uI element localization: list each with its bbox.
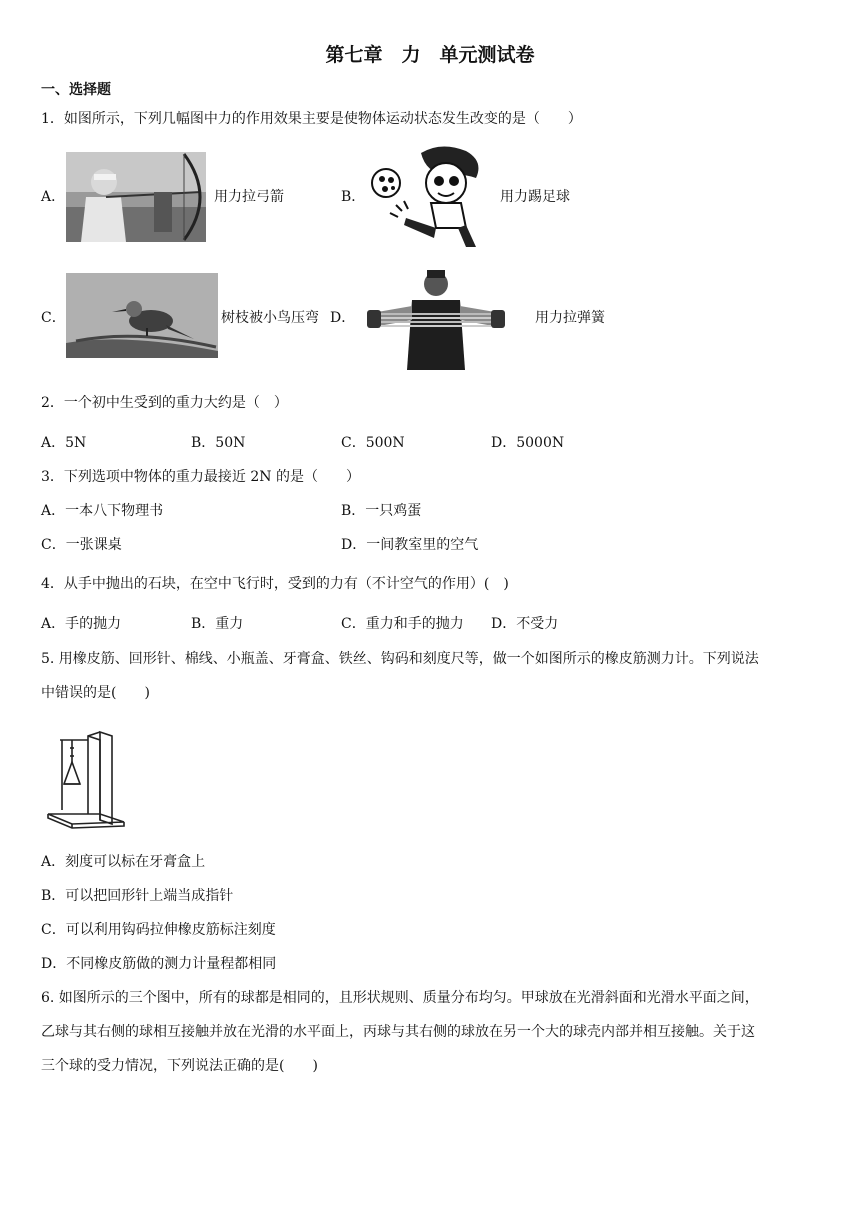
q1-option-a-letter: A． [41,189,66,205]
q1-option-d-letter: D． [330,310,356,326]
q2-option-d: D．5000N [491,435,565,451]
q1-option-b-text: 用力踢足球 [500,189,570,205]
question-3-stem: 3．下列选项中物体的重力最接近 2N 的是（ ） [41,469,360,485]
section-heading: 一、选择题 [41,82,111,98]
question-6-stem-line-1: 6. 如图所示的三个图中，所有的球都是相同的，且形状规则、质量分布均匀。甲球放在光滑斜面和光滑水平面之间， [41,990,759,1006]
q5-option-a: A．刻度可以标在牙膏盒上 [41,854,206,870]
q4-option-b: B．重力 [191,616,244,632]
q2-option-b: B．50N [191,435,246,451]
man-stretching-spring-photo [357,266,515,370]
bird-on-branch-photo [66,273,218,358]
q5-option-d: D．不同橡皮筋做的测力计量程都相同 [41,956,277,972]
page-title: 第七章 力 单元测试卷 [325,44,535,66]
archer-photo [66,152,206,242]
question-5-stem-line-1: 5. 用橡皮筋、回形针、棉线、小瓶盖、牙膏盒、铁丝、钩码和刻度尺等，做一个如图所示的橡皮筋测力计。下列说法 [41,651,759,667]
mascot-kicking-ball-image [366,143,494,249]
q3-option-b: B．一只鸡蛋 [341,503,422,519]
q1-option-d-text: 用力拉弹簧 [535,310,605,326]
rubber-band-force-meter-diagram [44,728,130,832]
q4-option-a: A．手的抛力 [41,616,122,632]
q3-option-c: C．一张课桌 [41,537,122,553]
question-6-stem-line-2: 乙球与其右侧的球相互接触并放在光滑的水平面上，丙球与其右侧的球放在另一个大的球壳内部并相互接触。关于这 [41,1024,755,1040]
q5-option-c: C．可以利用钩码拉伸橡皮筋标注刻度 [41,922,276,938]
question-6-stem-line-3: 三个球的受力情况，下列说法正确的是( ) [41,1058,318,1074]
question-5-stem-line-2: 中错误的是( ) [41,685,150,701]
q3-option-d: D．一间教室里的空气 [341,537,479,553]
q1-option-b-letter: B． [341,189,366,205]
question-2-stem: 2．一个初中生受到的重力大约是（ ） [41,395,288,411]
q4-option-c: C．重力和手的抛力 [341,616,464,632]
q1-option-c-text: 树枝被小鸟压弯 [221,310,319,326]
q2-option-a: A．5N [41,435,87,451]
question-1-stem: 1．如图所示，下列几幅图中力的作用效果主要是使物体运动状态发生改变的是（ ） [41,111,582,127]
q4-option-d: D．不受力 [491,616,559,632]
q3-option-a: A．一本八下物理书 [41,503,164,519]
question-4-stem: 4．从手中抛出的石块，在空中飞行时，受到的力有（不计空气的作用）( ) [41,576,509,592]
q5-option-b: B．可以把回形针上端当成指针 [41,888,234,904]
q1-option-c-letter: C． [41,310,66,326]
q2-option-c: C．500N [341,435,405,451]
q1-option-a-text: 用力拉弓箭 [214,189,284,205]
